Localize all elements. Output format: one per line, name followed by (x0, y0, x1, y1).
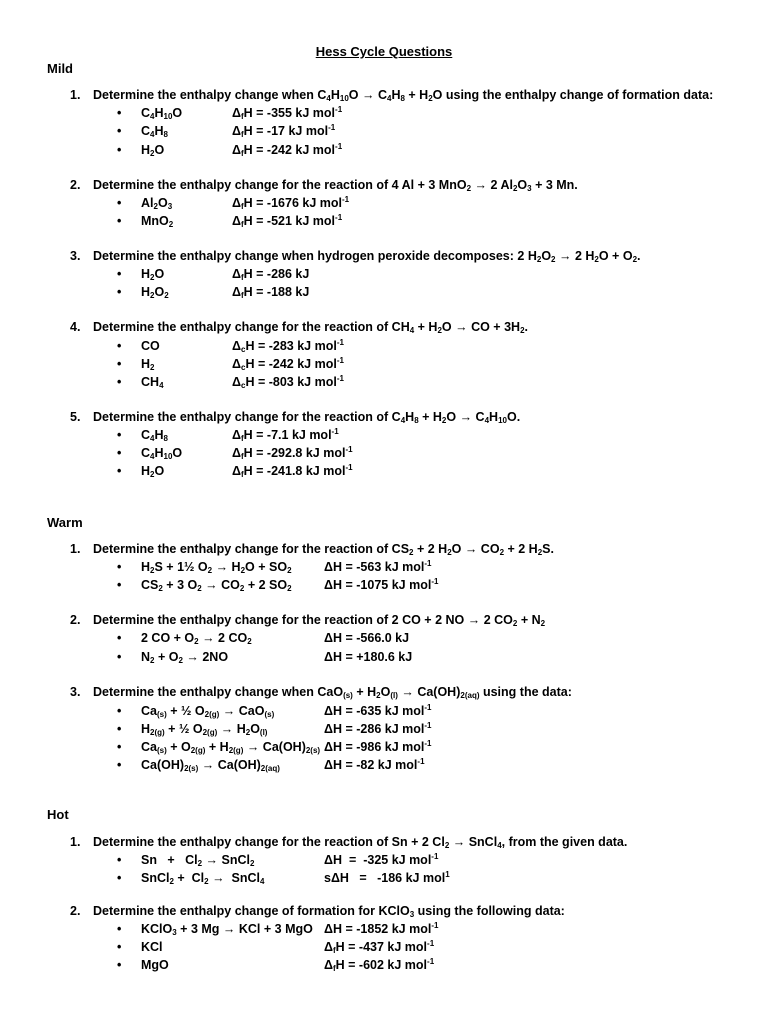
species-label: $C_4H_{10}O$ (141, 446, 183, 461)
section-heading-mild: Mild (47, 61, 73, 76)
enthalpy-value: $\Delta_fH = -437$ kJ mol$^{-1}$ (324, 939, 435, 955)
question-text: Determine the enthalpy change when $CaO_{(s)} + H_2O_{(l)} \to Ca(OH)_{2(aq)}$ using the data: (93, 685, 572, 700)
reaction-label: $CS_2 + 3$ $O_2 \to CO_2 + 2$ $SO_2$ (141, 578, 292, 593)
bullet: • (117, 740, 122, 754)
reaction-label: $H_2S$ + 1½ $O_2 \to H_2O + SO_2$ (141, 560, 292, 575)
question-text: Determine the enthalpy change of formation for KClO$_3$ using the following data: (93, 904, 565, 919)
reaction-label: $Ca_{(s)} + O_{2(g)} + H_{2(g)} \to Ca(OH)_{2(s)}$ (141, 740, 321, 755)
species-label: $Al_2O_3$ (141, 196, 173, 211)
enthalpy-value: ΔH = +180.6 kJ (324, 650, 413, 664)
enthalpy-value: $\Delta_fH = -602$ kJ mol$^{-1}$ (324, 957, 435, 973)
reaction-label: $Ca(OH)_{2(s)} \to Ca(OH)_{2(aq)}$ (141, 758, 280, 773)
enthalpy-value: ΔH = -635 kJ mol$^{-1}$ (324, 703, 432, 718)
section-heading-warm: Warm (47, 515, 83, 530)
enthalpy-value: $\Delta_fH = -521$ kJ mol$^{-1}$ (232, 213, 343, 229)
enthalpy-value: sΔH = -186 kJ mol$^1$ (324, 870, 450, 885)
bullet: • (117, 143, 122, 157)
species-label: $H_2O_2$ (141, 285, 169, 300)
enthalpy-value: $\Delta_fH = -292.8$ kJ mol$^{-1}$ (232, 445, 353, 461)
bullet: • (117, 758, 122, 772)
enthalpy-value: ΔH = -82 kJ mol$^{-1}$ (324, 757, 425, 772)
question-text: Determine the enthalpy change for the reaction of $C_4H_8 + H_2O \to C_4H_{10}O$. (93, 410, 521, 425)
bullet: • (117, 446, 122, 460)
enthalpy-value: ΔH = -325 kJ mol$^{-1}$ (324, 852, 439, 867)
species-label: $H_2O$ (141, 143, 165, 158)
reaction-label: SnCl$_2$ + $Cl_2$ → SnCl$_4$ (141, 871, 265, 886)
enthalpy-value: ΔH = -566.0 kJ (324, 631, 410, 645)
reaction-label: $Ca_{(s)}$ + ½ $O_{2(g)} \to CaO_{(s)}$ (141, 704, 275, 719)
enthalpy-value: $\Delta_fH = -241.8$ kJ mol$^{-1}$ (232, 463, 353, 479)
bullet: • (117, 871, 122, 885)
species-label: $H_2O$ (141, 464, 165, 479)
species-label: $C_4H_{10}O$ (141, 106, 183, 121)
question-text: Determine the enthalpy change for the reaction of Sn + 2 $Cl_2$ → SnCl$_4$, from the given data. (93, 835, 628, 850)
question-warm-2: 2. Determine the enthalpy change for the reaction of 2 CO + 2 NO → 2 $CO_2 + N_2$ (70, 613, 546, 628)
enthalpy-value: $\Delta_fH = -286$ kJ (232, 267, 310, 282)
bullet: • (117, 339, 122, 353)
enthalpy-value: ΔH = -1852 kJ mol$^{-1}$ (324, 921, 439, 936)
enthalpy-value: ΔH = -286 kJ mol$^{-1}$ (324, 721, 432, 736)
bullet: • (117, 940, 122, 954)
bullet: • (117, 464, 122, 478)
question-mild-4: 4. Determine the enthalpy change for the reaction of $CH_4 + H_2O$ → CO + $3H_2$. (70, 320, 528, 335)
bullet: • (117, 357, 122, 371)
bullet: • (117, 704, 122, 718)
bullet: • (117, 922, 122, 936)
bullet: • (117, 375, 122, 389)
enthalpy-value: $\Delta_fH = -7.1$ kJ mol$^{-1}$ (232, 427, 339, 443)
bullet: • (117, 196, 122, 210)
question-text: Determine the enthalpy change when hydrogen peroxide decomposes: 2 $H_2O_2 \to 2$ $H_2O + O_2$. (93, 249, 641, 264)
enthalpy-value: $\Delta_cH = -803$ kJ mol$^{-1}$ (232, 374, 344, 390)
enthalpy-value: ΔH = -563 kJ mol$^{-1}$ (324, 559, 432, 574)
species-label: CO (141, 339, 160, 353)
reaction-label: $Sn + Cl_2$ → SnCl$_2$ (141, 853, 255, 868)
reaction-label: KClO$_3$ + 3 Mg → KCl + 3 MgO (141, 922, 313, 937)
enthalpy-value: $\Delta_fH = -242$ kJ mol$^{-1}$ (232, 142, 343, 158)
bullet: • (117, 285, 122, 299)
bullet: • (117, 631, 122, 645)
species-label: $H_2$ (141, 357, 155, 372)
question-mild-1: 1. Determine the enthalpy change when $C_4H_{10}O \to C_4H_8 + H_2O$ using the enthalpy change of formation data: (70, 88, 714, 103)
reaction-label: $N_2 + O_2 \to 2NO$ (141, 650, 229, 665)
question-text: Determine the enthalpy change for the reaction of 4 Al + 3 MnO$_2$ → 2 $Al_2O_3 + 3$ Mn. (93, 178, 578, 193)
question-mild-5: 5. Determine the enthalpy change for the reaction of $C_4H_8 + H_2O \to C_4H_{10}O$. (70, 410, 521, 425)
species-label: $H_2O$ (141, 267, 165, 282)
section-heading-hot: Hot (47, 807, 69, 822)
enthalpy-value: $\Delta_fH = -188$ kJ (232, 285, 310, 300)
bullet: • (117, 578, 122, 592)
species-label: MgO (141, 958, 169, 972)
species-label: KCl (141, 940, 163, 954)
bullet: • (117, 428, 122, 442)
question-text: Determine the enthalpy change for the reaction of $CS_2 + 2$ $H_2O \to CO_2 + 2$ $H_2S$. (93, 542, 554, 557)
enthalpy-value: $\Delta_cH = -242$ kJ mol$^{-1}$ (232, 356, 344, 372)
reaction-label: 2 CO + $O_2 \to 2$ $CO_2$ (141, 631, 252, 646)
page-title: Hess Cycle Questions (315, 44, 453, 59)
enthalpy-value: $\Delta_fH = -1676$ kJ mol$^{-1}$ (232, 195, 350, 211)
question-hot-1: 1. Determine the enthalpy change for the reaction of Sn + 2 $Cl_2$ → SnCl$_4$, from the given data. (70, 835, 628, 850)
question-mild-3: 3. Determine the enthalpy change when hydrogen peroxide decomposes: 2 $H_2O_2 \to 2$ $H_2O + O_2$. (70, 249, 641, 264)
question-text: Determine the enthalpy change for the reaction of 2 CO + 2 NO → 2 $CO_2 + N_2$ (93, 613, 546, 628)
species-label: $C_4H_8$ (141, 428, 168, 443)
bullet: • (117, 958, 122, 972)
species-label: $C_4H_8$ (141, 124, 168, 139)
question-warm-3: 3. Determine the enthalpy change when $CaO_{(s)} + H_2O_{(l)} \to Ca(OH)_{2(aq)}$ using the data: (70, 685, 572, 700)
bullet: • (117, 650, 122, 664)
question-text: Determine the enthalpy change for the reaction of $CH_4 + H_2O$ → CO + $3H_2$. (93, 320, 528, 335)
enthalpy-value: $\Delta_fH = -17$ kJ mol$^{-1}$ (232, 123, 336, 139)
bullet: • (117, 853, 122, 867)
question-mild-2: 2. Determine the enthalpy change for the reaction of 4 Al + 3 MnO$_2$ → 2 $Al_2O_3 + 3$ Mn. (70, 178, 578, 193)
bullet: • (117, 214, 122, 228)
bullet: • (117, 267, 122, 281)
bullet: • (117, 722, 122, 736)
species-label: $CH_4$ (141, 375, 164, 390)
question-text: Determine the enthalpy change when $C_4H_{10}O \to C_4H_8 + H_2O$ using the enthalpy change of formation data: (93, 88, 714, 103)
enthalpy-value: ΔH = -986 kJ mol$^{-1}$ (324, 739, 432, 754)
enthalpy-value: $\Delta_cH = -283$ kJ mol$^{-1}$ (232, 338, 344, 354)
reaction-label: $H_{2(g)}$ + ½ $O_{2(g)} \to H_2O_{(l)}$ (141, 722, 268, 737)
bullet: • (117, 560, 122, 574)
question-hot-2: 2. Determine the enthalpy change of formation for KClO$_3$ using the following data: (70, 904, 565, 919)
species-label: MnO$_2$ (141, 214, 174, 229)
bullet: • (117, 124, 122, 138)
enthalpy-value: ΔH = -1075 kJ mol$^{-1}$ (324, 577, 439, 592)
bullet: • (117, 106, 122, 120)
enthalpy-value: $\Delta_fH = -355$ kJ mol$^{-1}$ (232, 105, 343, 121)
question-warm-1: 1. Determine the enthalpy change for the reaction of $CS_2 + 2$ $H_2O \to CO_2 + 2$ $H_2S$. (70, 542, 554, 557)
